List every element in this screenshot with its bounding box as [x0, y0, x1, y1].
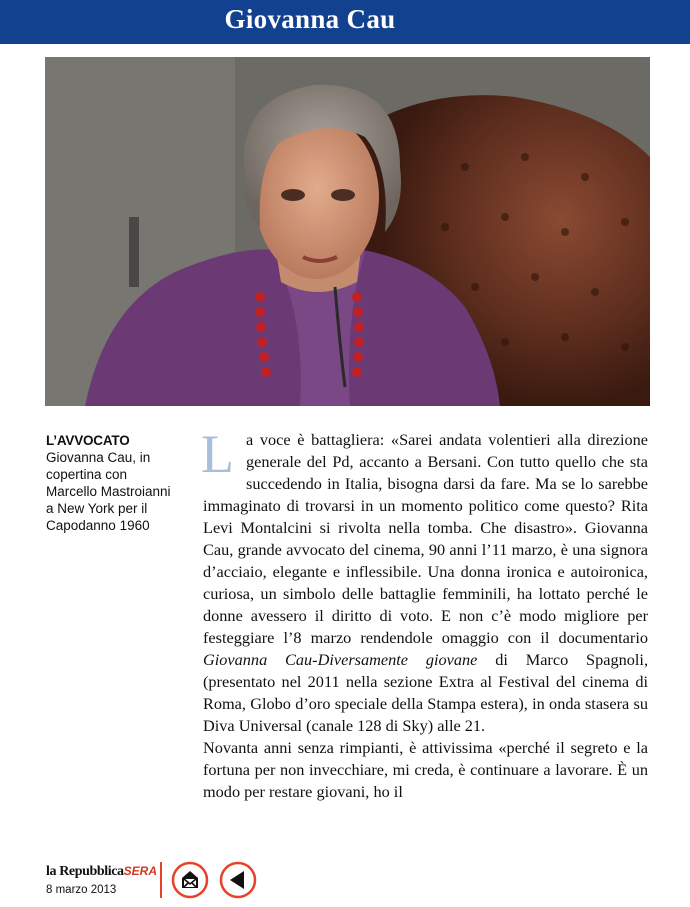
- caption-text: Giovanna Cau, in copertina con Marcello Mastroianni a New York per il Capodanno 1960: [46, 450, 171, 533]
- article-text-1b: di Marco Spagnoli, (presentato nel 2011 nella sezione Extra al Festival del cinema di Roma, Globo d’oro speciale della Stampa estera), in onda stasera su Diva Universal (canale 128 di Sky) alle 21.: [203, 650, 649, 735]
- issue-date: 8 marzo 2013: [46, 884, 117, 896]
- publication-logo: [46, 864, 157, 880]
- home-envelope-icon: [171, 861, 209, 899]
- page-title: Giovanna Cau: [224, 4, 396, 34]
- documentary-title: Giovanna Cau-Diversamente giovane: [203, 650, 478, 669]
- article-paragraph-2: Novanta anni senza rimpianti, è attivissima «perché il segreto e la fortuna per non invecchiare, mi creda, è continuare a lavorare. È un modo per restare giovani, ho il: [203, 738, 648, 801]
- home-button[interactable]: [171, 861, 209, 899]
- back-button[interactable]: [219, 861, 257, 899]
- logo-main: la Repubblica: [46, 864, 124, 879]
- photo-caption: [46, 432, 176, 534]
- caption-title: L’AVVOCATO: [46, 433, 130, 448]
- logo-sera: SERA: [123, 864, 157, 878]
- drop-cap: L: [201, 424, 234, 484]
- back-arrow-icon: [219, 861, 257, 899]
- footer-divider: [160, 862, 162, 898]
- portrait-illustration: [45, 57, 650, 406]
- article-body: [201, 424, 649, 803]
- header-bar: [0, 0, 690, 44]
- article-text-1a: a voce è battagliera: «Sarei andata volentieri alla direzione generale del Pd, accanto a Bersani. Con tutto quello che sta succedendo in Italia, bisogna darsi da fare. Ma se lo sarebbe immaginato di trovarsi in un momento politico come questo? Rita Levi Montalcini si rivolta nella tomba. Che disastro». Giovanna Cau, grande avvocato del cinema, 90 anni l’11 marzo, è una signora d’acciaio, elegante e inflessibile. Una donna ironica e autoironica, curiosa, un simbolo delle battaglie femminili, ha lottato perché le donne avessero il diritto di voto. E non c’è modo migliore per festeggiare l’8 marzo rendendole omaggio con il documentario: [203, 430, 648, 647]
- portrait-photo: [45, 57, 650, 406]
- article-paragraph-1: [201, 424, 649, 737]
